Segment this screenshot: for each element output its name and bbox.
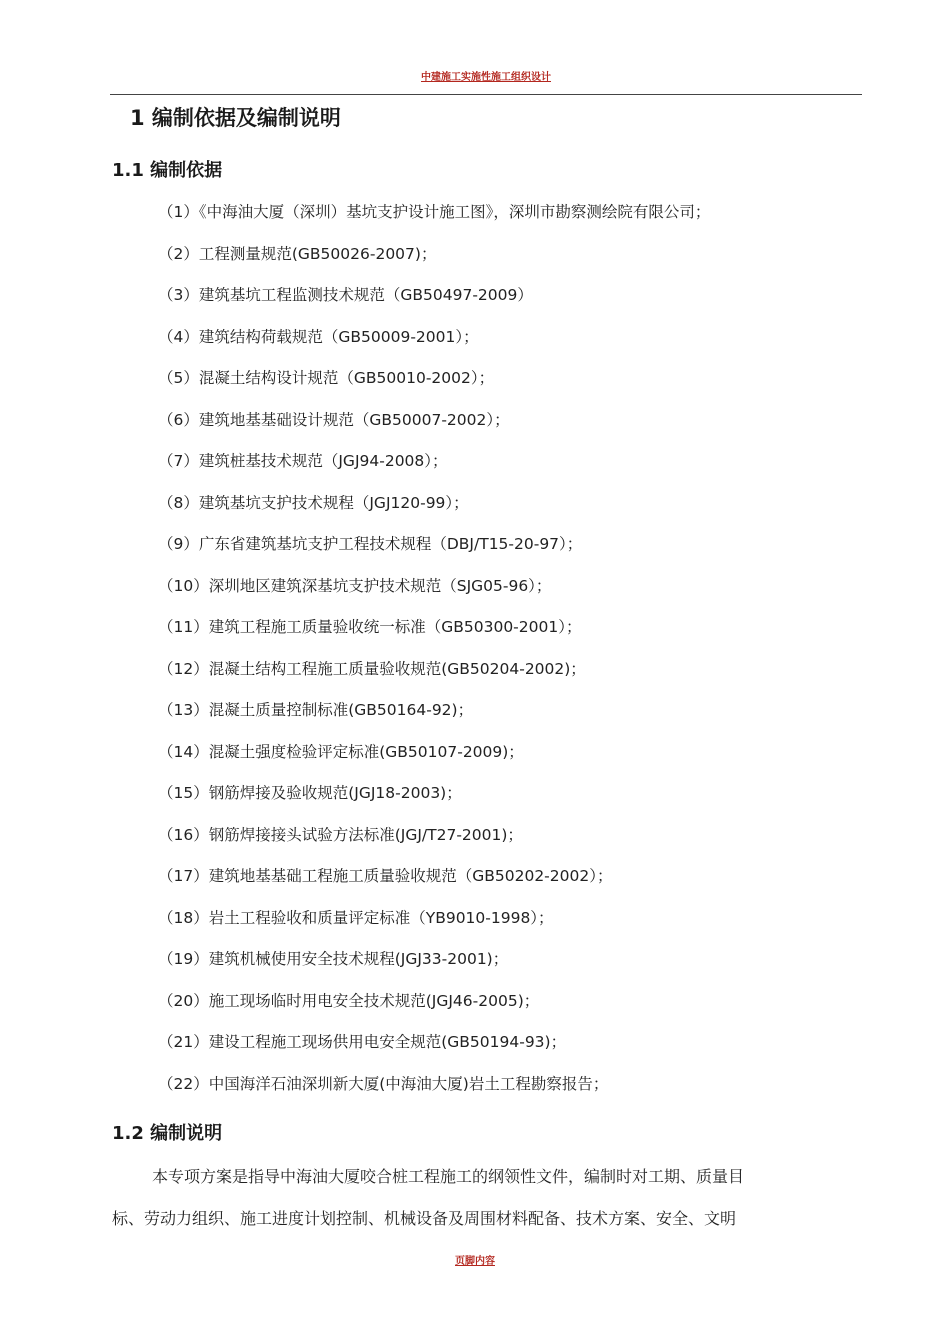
reference-item: （10）深圳地区建筑深基坑支护技术规范（SJG05-96）； <box>158 577 552 595</box>
section-title-1: 1 编制依据及编制说明 <box>130 106 341 130</box>
reference-item: （19）建筑机械使用安全技术规程(JGJ33-2001)； <box>158 950 509 968</box>
paragraph-line: 标、劳动力组织、施工进度计划控制、机械设备及周围材料配备、技术方案、安全、文明 <box>112 1209 737 1228</box>
reference-item: （11）建筑工程施工质量验收统一标准（GB50300-2001）； <box>158 618 582 636</box>
page-header <box>110 66 862 95</box>
section-title-1-1: 1.1 编制依据 <box>112 160 223 181</box>
reference-item: （15）钢筋焊接及验收规范(JGJ18-2003)； <box>158 784 462 802</box>
reference-item: （22）中国海洋石油深圳新大厦(中海油大厦)岩土工程勘察报告； <box>158 1075 609 1093</box>
reference-item: （2）工程测量规范(GB50026-2007)； <box>158 245 437 263</box>
reference-item: （9）广东省建筑基坑支护工程技术规程（DBJ/T15-20-97）； <box>158 535 583 553</box>
reference-item: （1）《中海油大厦（深圳）基坑支护设计施工图》，深圳市勘察测绘院有限公司； <box>158 203 711 221</box>
reference-item: （16）钢筋焊接接头试验方法标准(JGJ/T27-2001)； <box>158 826 523 844</box>
reference-item: （5）混凝土结构设计规范（GB50010-2002）； <box>158 369 495 387</box>
reference-item: （12）混凝土结构工程施工质量验收规范(GB50204-2002)； <box>158 660 586 678</box>
paragraph-line: 本专项方案是指导中海油大厦咬合桩工程施工的纲领性文件，编制时对工期、质量目 <box>152 1167 745 1186</box>
reference-item: （6）建筑地基基础设计规范（GB50007-2002）； <box>158 411 510 429</box>
reference-item: （17）建筑地基基础工程施工质量验收规范（GB50202-2002）； <box>158 867 613 885</box>
reference-item: （8）建筑基坑支护技术规程（JGJ120-99）； <box>158 494 469 512</box>
header-text: 中建施工实施性施工组织设计 <box>421 72 551 83</box>
reference-item: （18）岩土工程验收和质量评定标准（YB9010-1998）； <box>158 909 554 927</box>
reference-item: （4）建筑结构荷载规范（GB50009-2001）； <box>158 328 479 346</box>
reference-item: （3）建筑基坑工程监测技术规范（GB50497-2009） <box>158 286 533 304</box>
reference-item: （20）施工现场临时用电安全技术规范(JGJ46-2005)； <box>158 992 540 1010</box>
reference-item: （7）建筑桩基技术规范（JGJ94-2008）； <box>158 452 448 470</box>
reference-item: （14）混凝土强度检验评定标准(GB50107-2009)； <box>158 743 524 761</box>
reference-item: （13）混凝土质量控制标准(GB50164-92)； <box>158 701 474 719</box>
section-title-1-2: 1.2 编制说明 <box>112 1123 223 1144</box>
page-footer: 页脚内容 <box>455 1256 495 1267</box>
reference-item: （21）建设工程施工现场供用电安全规范(GB50194-93)； <box>158 1033 567 1051</box>
